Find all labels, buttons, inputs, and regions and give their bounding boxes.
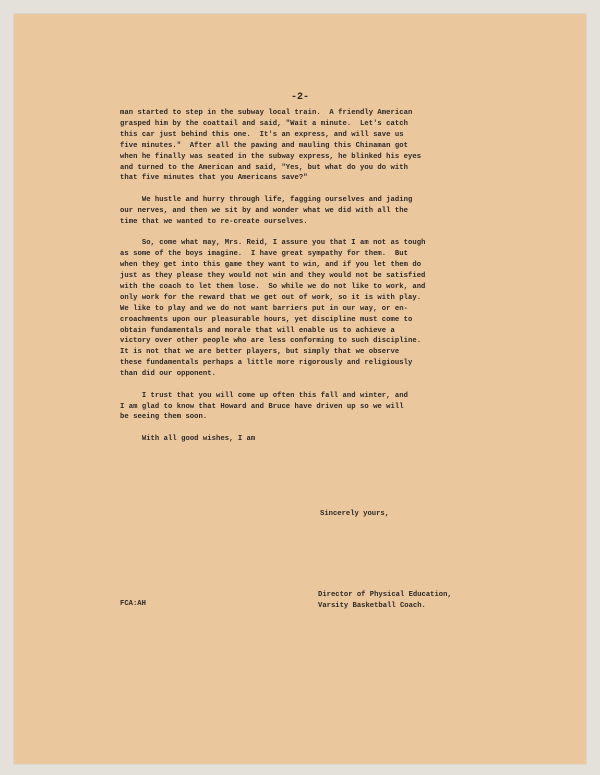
page-number: -2-: [290, 92, 309, 103]
body-paragraph-3: So, come what may, Mrs. Reid, I assure you that I am not as tough as some of the boys imagine. I have great sympathy for them. But when they get into this game they want to win, and if you let them do just as they please they would not win and they would not be satisfied with the coach to let them lose. So while we do not like to work, and only work for the reward that we get out of work, so it is with play. We like to play and we do not want barriers put in our way, or en- croachments upon our pleasurable hours, yet discipline must come to obtain fundamentals and morale that will enable us to achieve a victory over other people who are less conforming to such discipline. It is not that we are better players, but simply that we observe these fundamentals perhaps a little more rigorously and religiously than did our opponent.: [120, 239, 426, 379]
signature-title-line: Director of Physical Education,: [318, 591, 452, 599]
body-paragraph-1: man started to step in the subway local train. A friendly American grasped him by the coattail and said, "Wait a minute. Let's catch this car just behind this one. It's an express, and will save us five minutes." After all the pawing and mauling this Chinaman got when he finally was seated in the subway express, he blinked his eyes and turned to the American and said, "Yes, but what do you do with that five minutes that you Americans save?": [120, 109, 422, 183]
signature-block: [318, 590, 452, 612]
closing-salutation: Sincerely yours,: [320, 510, 390, 518]
body-paragraph-4: I trust that you will come up often this fall and winter, and I am glad to know that Howard and Bruce have driven up so we will be seeing them soon.: [120, 391, 408, 422]
reference-initials: FCA:AH: [120, 600, 146, 608]
signature-title-line: Varsity Basketball Coach.: [318, 602, 426, 610]
body-paragraph-5: With all good wishes, I am: [120, 434, 256, 443]
letter-body: [120, 108, 540, 455]
body-paragraph-2: We hustle and hurry through life, fagging ourselves and jading our nerves, and then we sit by and wonder what we did with all the time that we wanted to re-create ourselves.: [120, 195, 413, 226]
